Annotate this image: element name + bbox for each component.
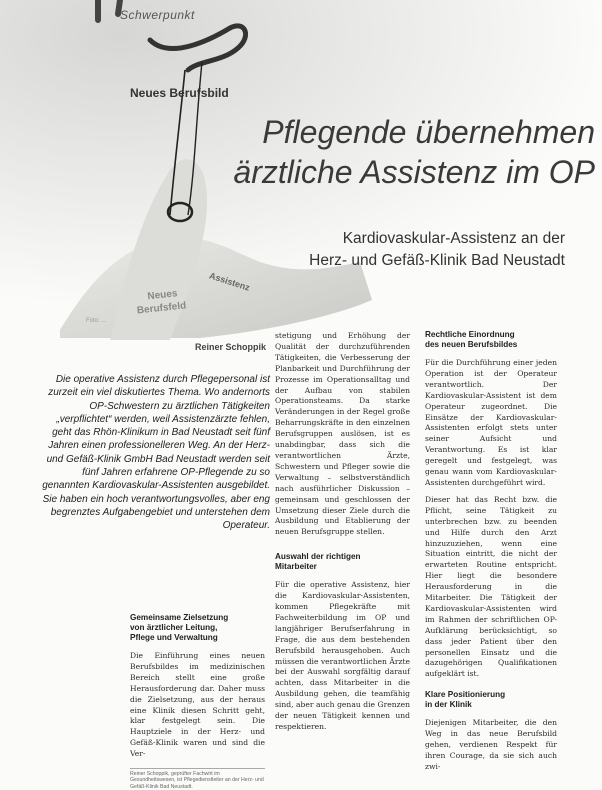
subheadline — [250, 228, 565, 272]
col2-heading-line-2: Mitarbeiter — [275, 562, 317, 572]
col3-text-2: Dieser hat das Recht bzw. die Pflicht, seine Tätigkeit zu unterbrechen bzw. zu beenden und Hilfe durch den Arzt hinzuzuziehen, wenn eine Situation eintritt, die nicht der erwarteten Routine entspricht. Hier liegt die besondere Herausforderung in die Mitarbeiter. Die Tätigkeit der Kardiovaskular-Assistenten wird im Rahmen der schriftlichen OP-Aufklärung berücksichtigt, so dass jeder Patient über den personellen Einsatz und die dazugehörigen Qualifikationen aufgeklärt ist. — [425, 494, 557, 679]
col2-text-2: Für die operative Assistenz, hier die Kardiovaskular-Assistenten, kommen Pflegekräfte mit Fachweiterbildung im OP und langjähriger Berufserfahrung in Frage, die aus dem bestehenden Berufsbild herausgehoben. Auch müssen die verantwortlichen Ärzte bei der Auswahl sorgfältig darauf achten, dass Mitarbeiter in die Ausbildung gehen, die teamfähig sind, aber auch genau die Grenzen der neuen Tätigkeit kennen und respektieren. — [275, 580, 410, 731]
column-3 — [425, 330, 557, 779]
col1-heading-line-3: Pflege und Verwaltung — [130, 633, 218, 642]
author-footnote: Reiner Schoppik, geprüfter Fachwirt im Gesundheitswesen, ist Pflegedienstleiter an der Herz- und Gefäß-Klinik Bad Neustadt. — [130, 768, 265, 790]
tag-back-label: Assistenz — [208, 270, 252, 293]
col3-heading-2-line-1: Klare Positionierung — [425, 690, 506, 700]
lead-paragraph: Die operative Assistenz durch Pflegepersonal ist zurzeit ein viel diskutiertes Thema. Wo andernorts OP-Schwestern zu ärztlichen Tätigkeiten „verpflichtet“ werden, weil Assistenzärzte fehlen, geht das Rhön-Klinikum in Bad Neustadt seit fünf Jahren einen professionelleren Weg. An der Herz- und Gefäß-Klinik GmbH Bad Neustadt werden seit fünf Jahren erfahrene OP-Pflegende zu so genannten Kardiovaskular-Assistenten ausgebildet. Sie haben ein hoch verantwortungsvolles, aber eng begrenztes Aufgabengebiet und unterstehen dem Operateur. — [42, 374, 270, 532]
subhead-line-2: Herz- und Gefäß-Klinik Bad Neustadt — [309, 252, 565, 269]
col2-heading — [275, 552, 410, 572]
column-1 — [130, 613, 265, 766]
subhead-line-1: Kardiovaskular-Assistenz an der — [342, 230, 565, 247]
col3-heading-1 — [425, 330, 557, 350]
col3-text-1: Für die Durchführung einer jeden Operation ist der Operateur verantwortlich. Der Kardiovaskular-Assistent ist dem Operateur zugeordnet. Die Einsätze der Kardiovaskular-Assistenten erfolgt stets unter seiner Aufsicht und Verantwortung. Es ist klar geregelt und festgelegt, was genau wann vom Kardiovaskular-Assistenten durchgeführt wird. — [425, 358, 557, 487]
photo-caption: Foto: ... — [86, 318, 107, 324]
tag-front-label-1: Neues — [146, 288, 178, 303]
col3-heading-2-line-2: in der Klinik — [425, 700, 472, 710]
col3-heading-2 — [425, 690, 557, 710]
col1-heading-line-2: von ärztlicher Leitung, — [130, 623, 218, 632]
column-2 — [275, 331, 410, 739]
col1-heading-line-1: Gemeinsame Zielsetzung — [130, 613, 229, 622]
author-byline: Reiner Schoppik — [195, 342, 267, 352]
tag-front-label-2: Berufsfeld — [136, 300, 187, 317]
headline — [215, 112, 595, 192]
overline: Neues Berufsbild — [130, 86, 229, 100]
col1-text: Die Einführung eines neuen Berufsbildes im medizinischen Bereich stellt eine große Herausforderung dar. Daher muss die Zielsetzung, aus der heraus eine Klinik diesen Schritt geht, klar festgelegt sein. Die Hauptziele in der Herz- und Gefäß-Klinik waren und sind die Ver- — [130, 651, 265, 759]
col1-heading — [130, 613, 265, 643]
col2-heading-line-1: Auswahl der richtigen — [275, 552, 361, 562]
section-kicker: Schwerpunkt — [120, 8, 195, 22]
col2-text-1: stetigung und Erhöhung der Qualität der durchzuführenden Tätigkeiten, die Verbesserung der Planbarkeit und Durchführung der Prozesse im Operationsalltag und der Aufbau von stabilen Operationsteams. Da starke Veränderungen in der Regel große Beharrungskräfte in den einzelnen Berufsgruppen auslösen, ist es unabdingbar, dass sich die verantwortlichen Ärzte, Schwestern und Pfleger sowie die Verwaltung – selbstverständlich nach ausführlicher Diskussion – gemeinsam und geschlossen der Umsetzung dieser Ziele durch die Ausbildung und Etablierung der neuen Berufsgruppe stellen. — [275, 331, 410, 537]
headline-line-2: ärztliche Assistenz im OP — [233, 154, 595, 190]
col3-heading-1-line-1: Rechtliche Einordnung — [425, 330, 515, 339]
headline-line-1: Pflegende übernehmen — [262, 114, 595, 150]
col3-text-3: Diejenigen Mitarbeiter, die den Weg in das neue Berufsbild gehen, verdienen Respekt für ihren Courage, da sie sich auch zwi- — [425, 718, 557, 771]
col3-heading-1-line-2: des neuen Berufsbildes — [425, 340, 518, 349]
